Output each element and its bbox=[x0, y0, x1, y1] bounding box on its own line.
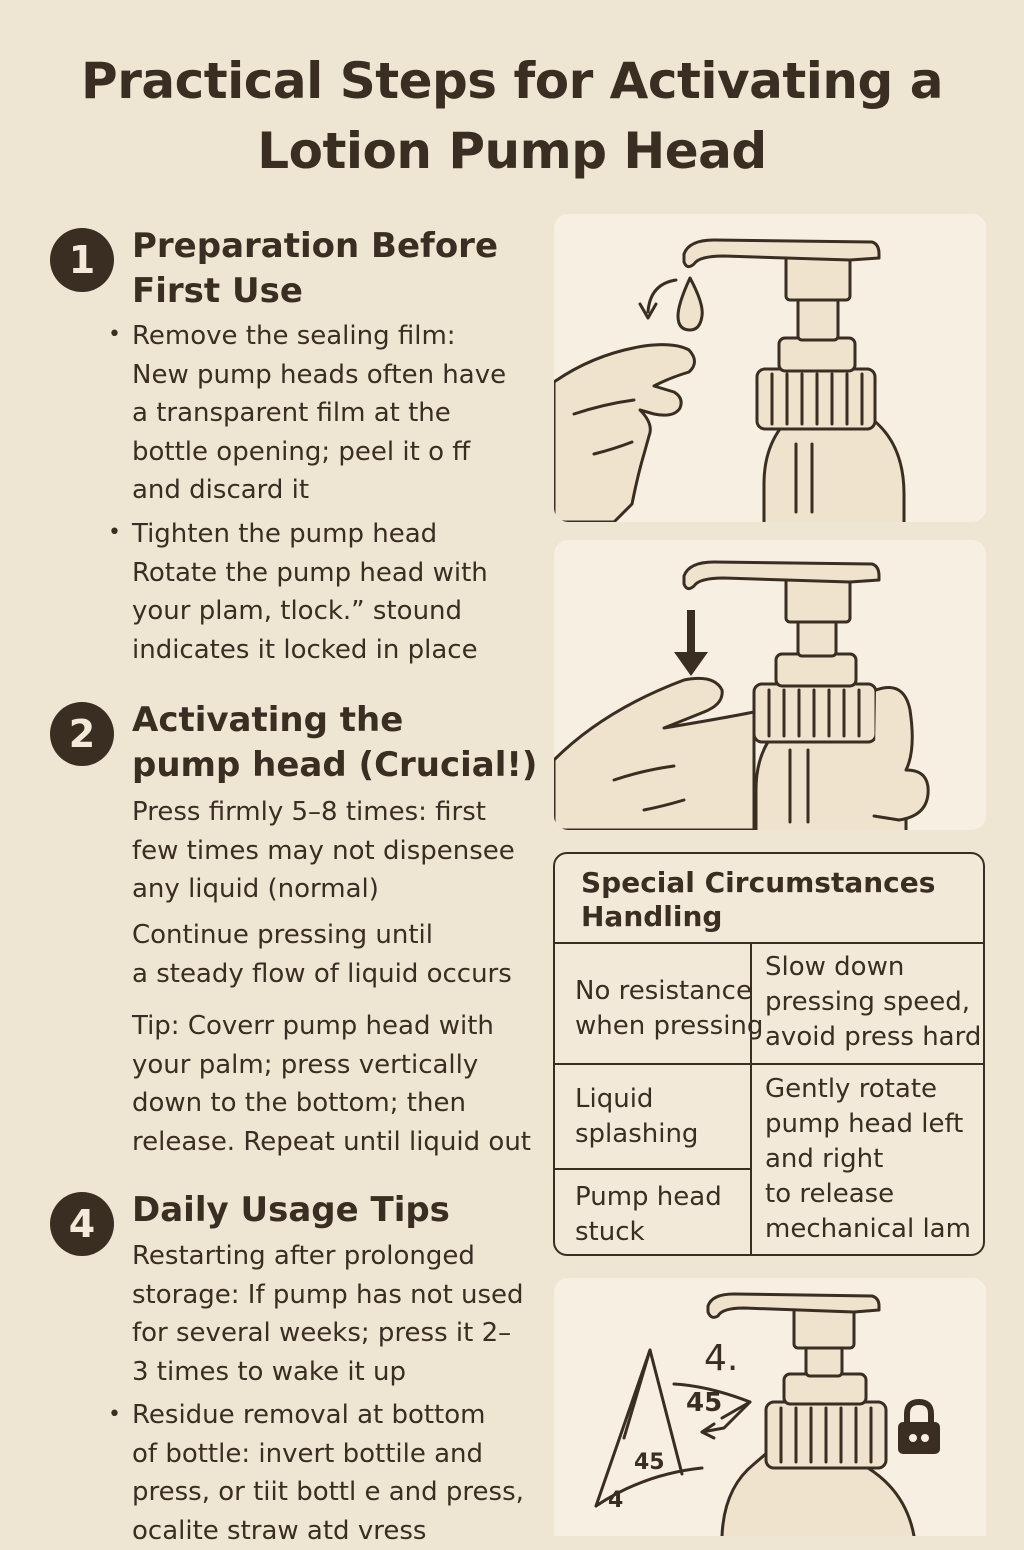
diagram-label-cone: 45 bbox=[634, 1450, 665, 1475]
text-line: Slow down bbox=[765, 950, 981, 985]
text-line: mechanical lam bbox=[765, 1212, 971, 1247]
title-line-2: Lotion Pump Head bbox=[0, 116, 1024, 186]
text-line: Continue pressing until bbox=[132, 916, 532, 955]
lock-icon bbox=[894, 1396, 944, 1458]
text-line: ocalite straw atd vress bbox=[132, 1512, 532, 1550]
section-1-bullet-2 bbox=[132, 515, 532, 669]
text-line: down to the bottom; then bbox=[132, 1084, 532, 1123]
bullet-dot: • bbox=[108, 520, 121, 545]
text-line: release. Repeat until liquid out bbox=[132, 1123, 532, 1162]
table-title-line-1: Special Circumstances bbox=[581, 866, 935, 900]
text-line: Residue removal at bottom bbox=[132, 1396, 532, 1435]
text-line: of bottle: invert bottile and bbox=[132, 1435, 532, 1474]
bullet-dot: • bbox=[108, 322, 121, 347]
section-1-title-line-2: First Use bbox=[132, 269, 498, 314]
text-line: indicates it locked in place bbox=[132, 631, 532, 670]
text-line: Pump head bbox=[575, 1180, 722, 1215]
diagram-label-top: 4. bbox=[704, 1338, 738, 1379]
title-line-1: Practical Steps for Activating a bbox=[0, 46, 1024, 116]
text-line: few times may not dispensee bbox=[132, 832, 532, 871]
text-line: pump head left bbox=[765, 1107, 971, 1142]
section-2-title bbox=[132, 698, 537, 788]
table-cell-solution-2 bbox=[765, 1072, 971, 1247]
hand-icon bbox=[554, 670, 986, 830]
text-line: your plam, tlock.” stound bbox=[132, 592, 532, 631]
diagram-label-corner: 4 bbox=[608, 1488, 623, 1513]
text-line: press, or tiit bottl e and press, bbox=[132, 1473, 532, 1512]
section-2-tip bbox=[132, 1007, 532, 1161]
text-line: bottle opening; peel it o ff bbox=[132, 433, 532, 472]
illustration-panel-2 bbox=[554, 540, 986, 830]
text-line: Liquid bbox=[575, 1082, 698, 1117]
step-1-badge: 1 bbox=[50, 228, 114, 292]
diagram-label-angle: 45 bbox=[686, 1388, 722, 1418]
section-4-title-line: Daily Usage Tips bbox=[132, 1188, 450, 1233]
text-line: to release bbox=[765, 1177, 971, 1212]
table-title bbox=[581, 866, 935, 934]
table-title-line-2: Handling bbox=[581, 900, 935, 934]
bullet-dot: • bbox=[108, 1402, 121, 1427]
table-cell-solution-1 bbox=[765, 950, 981, 1055]
step-2-badge: 2 bbox=[50, 702, 114, 766]
text-line: for several weeks; press it 2– bbox=[132, 1314, 532, 1353]
text-line: and right bbox=[765, 1142, 971, 1177]
text-line: any liquid (normal) bbox=[132, 870, 532, 909]
table-divider bbox=[555, 1168, 751, 1170]
table-divider bbox=[555, 1063, 983, 1065]
text-line: avoid press hard bbox=[765, 1020, 981, 1055]
section-1-bullet-1 bbox=[132, 317, 532, 510]
table-cell-issue-2 bbox=[575, 1082, 698, 1152]
section-2-title-line-2: pump head (Crucial!) bbox=[132, 743, 537, 788]
text-line: Remove the sealing film: bbox=[132, 317, 532, 356]
droplet-icon bbox=[670, 274, 710, 338]
section-2-para-2 bbox=[132, 916, 532, 993]
down-arrow-icon bbox=[666, 606, 716, 680]
section-1-title bbox=[132, 224, 498, 314]
text-line: Press firmly 5–8 times: first bbox=[132, 793, 532, 832]
page-title bbox=[0, 46, 1024, 186]
section-4-para-1 bbox=[132, 1237, 532, 1391]
text-line: Tighten the pump head bbox=[132, 515, 532, 554]
text-line: Tip: Coverr pump head with bbox=[132, 1007, 532, 1046]
section-4-bullet-1 bbox=[132, 1396, 532, 1550]
step-4-badge: 4 bbox=[50, 1192, 114, 1256]
section-4-title bbox=[132, 1188, 450, 1233]
illustration-panel-3 bbox=[554, 1278, 986, 1536]
table-cell-issue-1 bbox=[575, 974, 763, 1044]
section-2-para-1 bbox=[132, 793, 532, 909]
text-line: pressing speed, bbox=[765, 985, 981, 1020]
text-line: a transparent film at the bbox=[132, 394, 532, 433]
text-line: 3 times to wake it up bbox=[132, 1353, 532, 1392]
illustration-panel-1 bbox=[554, 214, 986, 522]
special-circumstances-table bbox=[553, 852, 985, 1256]
text-line: your palm; press vertically bbox=[132, 1046, 532, 1085]
section-1-title-line-1: Preparation Before bbox=[132, 224, 498, 269]
text-line: storage: If pump has not used bbox=[132, 1276, 532, 1315]
text-line: when pressing bbox=[575, 1009, 763, 1044]
table-divider bbox=[555, 942, 983, 944]
text-line: Restarting after prolonged bbox=[132, 1237, 532, 1276]
section-2-title-line-1: Activating the bbox=[132, 698, 537, 743]
text-line: and discard it bbox=[132, 471, 532, 510]
text-line: Rotate the pump head with bbox=[132, 554, 532, 593]
text-line: a steady flow of liquid occurs bbox=[132, 955, 532, 994]
text-line: splashing bbox=[575, 1117, 698, 1152]
text-line: New pump heads often have bbox=[132, 356, 532, 395]
text-line: No resistance bbox=[575, 974, 763, 1009]
text-line: Gently rotate bbox=[765, 1072, 971, 1107]
text-line: stuck bbox=[575, 1215, 722, 1250]
table-cell-issue-3 bbox=[575, 1180, 722, 1250]
